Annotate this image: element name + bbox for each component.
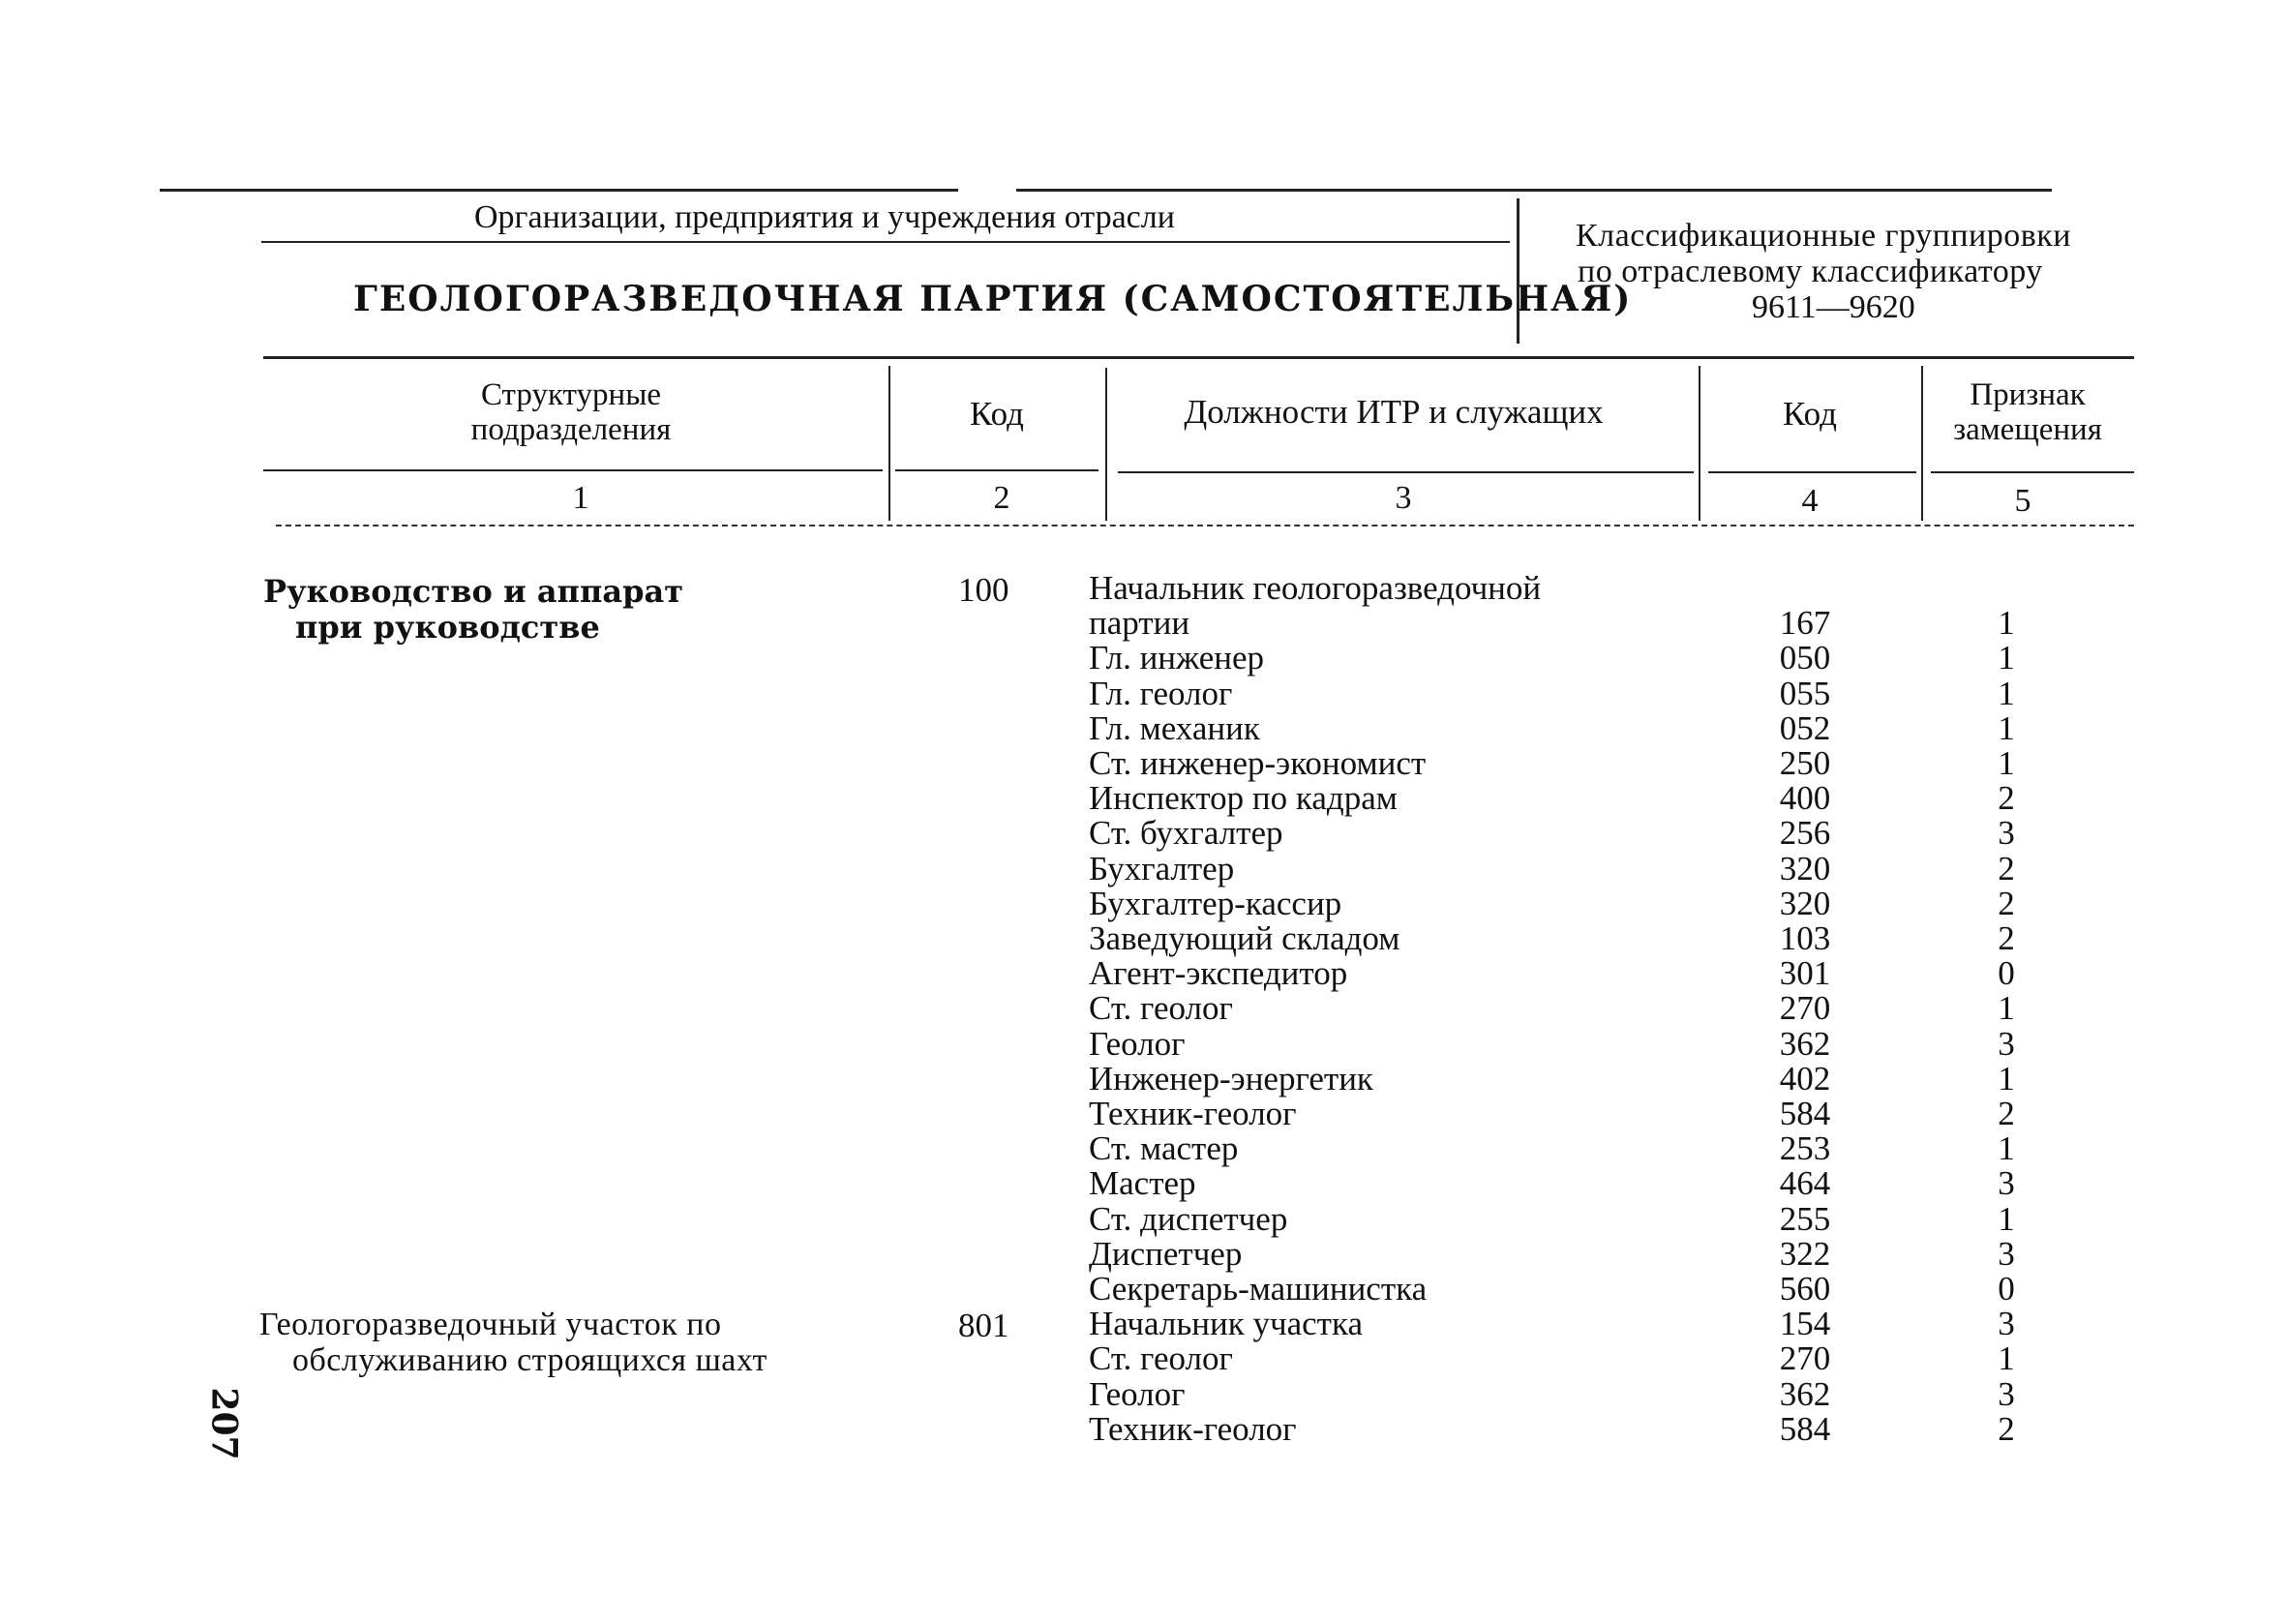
position-code: 464: [1779, 1164, 1831, 1202]
position-code: 400: [1779, 779, 1831, 817]
position-code: 301: [1779, 954, 1831, 992]
page-number: 207: [203, 1387, 245, 1460]
position-sign: 3: [1998, 1164, 2015, 1202]
col1-header-line2: подразделения: [470, 412, 672, 447]
colhdr-rule-1: [263, 469, 883, 471]
position-sign: 1: [1998, 1200, 2015, 1238]
position-code: 052: [1779, 709, 1831, 747]
position-title: Агент-экспедитор: [1089, 954, 1348, 992]
position-title: Ст. бухгалтер: [1089, 814, 1283, 852]
table-top-rule: [263, 356, 2134, 359]
position-title: Гл. механик: [1089, 709, 1260, 747]
position-sign: 0: [1998, 1270, 2015, 1308]
position-code: 270: [1779, 1339, 1831, 1377]
colhdr-rule-5: [1931, 471, 2134, 473]
position-sign: 2: [1998, 779, 2015, 817]
position-sign: 3: [1998, 814, 2015, 852]
position-code: 320: [1779, 850, 1831, 887]
col-divider-1: [888, 366, 890, 521]
position-title: Секретарь-машинистка: [1089, 1270, 1428, 1308]
position-code: 584: [1779, 1410, 1831, 1448]
position-sign: 1: [1998, 1129, 2015, 1167]
position-title: Мастер: [1089, 1164, 1196, 1202]
col1-header-line1: Структурные: [480, 377, 662, 412]
position-code: 255: [1779, 1200, 1831, 1238]
position-code: 270: [1779, 989, 1831, 1027]
division-2-name-line1: Геологоразведочный участок по: [259, 1307, 722, 1342]
position-title: Диспетчер: [1089, 1235, 1243, 1273]
table-number-rule: [276, 525, 2134, 526]
position-code: 256: [1779, 814, 1831, 852]
position-sign: 2: [1998, 850, 2015, 887]
position-sign: 1: [1998, 989, 2015, 1027]
position-title: Бухгалтер: [1089, 850, 1235, 887]
division-1-name-line2: при руководстве: [295, 609, 600, 646]
position-sign: 1: [1998, 709, 2015, 747]
position-title: Ст. геолог: [1089, 1339, 1233, 1377]
top-rule-left: [160, 189, 958, 192]
position-title: партии: [1089, 604, 1190, 642]
position-title: Техник-геолог: [1089, 1095, 1297, 1132]
position-sign: 3: [1998, 1305, 2015, 1342]
colhdr-rule-2: [895, 469, 1098, 471]
division-2-code: 801: [958, 1307, 1009, 1344]
col2-number: 2: [993, 480, 1010, 516]
col1-header: [406, 377, 736, 447]
position-sign: 2: [1998, 919, 2015, 957]
position-title: Начальник участка: [1089, 1305, 1363, 1342]
col5-header-line1: Признак: [1970, 377, 2086, 412]
org-caption: Организации, предприятия и учреждения отрасли: [474, 199, 1175, 235]
position-code: 322: [1779, 1235, 1831, 1273]
position-sign: 3: [1998, 1025, 2015, 1063]
top-rule-right: [1016, 189, 2052, 192]
position-title: Геолог: [1089, 1025, 1186, 1063]
division-2-name-line2: обслуживанию строящихся шахт: [292, 1342, 767, 1378]
header-divider: [1517, 198, 1520, 344]
position-sign: 1: [1998, 675, 2015, 712]
position-title: Заведующий складом: [1089, 919, 1400, 957]
position-title: Техник-геолог: [1089, 1410, 1297, 1448]
col2-header: Код: [970, 395, 1024, 433]
colhdr-rule-4: [1708, 471, 1916, 473]
col1-number: 1: [572, 480, 589, 516]
position-title: Гл. инженер: [1089, 639, 1265, 677]
position-code: 154: [1779, 1305, 1831, 1342]
position-code: 320: [1779, 885, 1831, 922]
position-title: Инспектор по кадрам: [1089, 779, 1398, 817]
position-sign: 3: [1998, 1375, 2015, 1413]
division-1-code: 100: [958, 571, 1009, 609]
position-code: 167: [1779, 604, 1831, 642]
position-title: Гл. геолог: [1089, 675, 1233, 712]
position-code: 402: [1779, 1060, 1831, 1098]
position-sign: 2: [1998, 1410, 2015, 1448]
position-sign: 2: [1998, 885, 2015, 922]
colhdr-rule-3: [1118, 471, 1694, 473]
col5-header-line2: замещения: [1953, 412, 2102, 447]
position-title: Ст. инженер-экономист: [1089, 744, 1427, 782]
class-line2: по отраслевому классификатору: [1578, 254, 2043, 289]
position-code: 584: [1779, 1095, 1831, 1132]
position-sign: 1: [1998, 639, 2015, 677]
position-sign: 0: [1998, 954, 2015, 992]
class-line1: Классификационные группировки: [1576, 218, 2071, 254]
org-caption-rule: [261, 241, 1510, 243]
position-sign: 1: [1998, 1339, 2015, 1377]
position-title: Ст. диспетчер: [1089, 1200, 1288, 1238]
position-sign: 1: [1998, 604, 2015, 642]
position-title: Геолог: [1089, 1375, 1186, 1413]
position-code: 250: [1779, 744, 1831, 782]
position-title: Ст. геолог: [1089, 989, 1233, 1027]
col4-header: Код: [1783, 395, 1837, 433]
position-code: 050: [1779, 639, 1831, 677]
col5-number: 5: [2014, 483, 2031, 519]
position-sign: 2: [1998, 1095, 2015, 1132]
position-sign: 1: [1998, 1060, 2015, 1098]
division-1-name-line1: Руководство и аппарат: [263, 573, 684, 610]
position-title: Ст. мастер: [1089, 1129, 1239, 1167]
col-divider-3: [1699, 366, 1700, 521]
position-code: 055: [1779, 675, 1831, 712]
position-title: Инженер-энергетик: [1089, 1060, 1373, 1098]
position-code: 362: [1779, 1375, 1831, 1413]
position-code: 103: [1779, 919, 1831, 957]
position-sign: 1: [1998, 744, 2015, 782]
col5-header: [1921, 377, 2134, 447]
class-line3: 9611—9620: [1752, 289, 1915, 325]
position-code: 560: [1779, 1270, 1831, 1308]
col-divider-2: [1105, 368, 1107, 521]
position-code: 362: [1779, 1025, 1831, 1063]
org-name: ГЕОЛОГОРАЗВЕДОЧНАЯ ПАРТИЯ (САМОСТОЯТЕЛЬНАЯ): [353, 279, 1633, 319]
position-title: Бухгалтер-кассир: [1089, 885, 1342, 922]
position-sign: 3: [1998, 1235, 2015, 1273]
position-title: Начальник геологоразведочной: [1089, 569, 1542, 607]
col3-number: 3: [1395, 480, 1412, 516]
col4-number: 4: [1801, 483, 1819, 519]
col3-header: Должности ИТР и служащих: [1184, 393, 1604, 431]
position-code: 253: [1779, 1129, 1831, 1167]
